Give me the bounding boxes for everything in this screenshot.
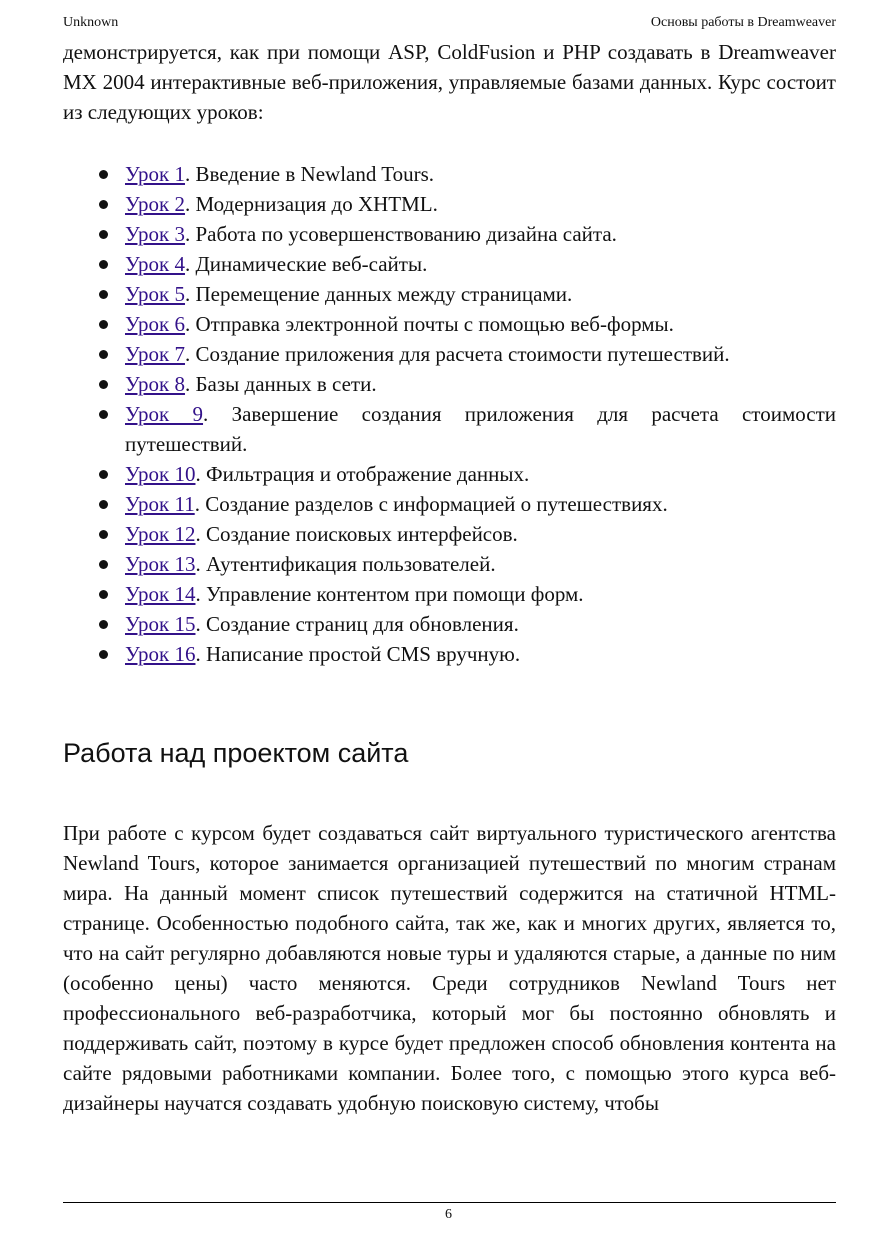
lesson-item xyxy=(125,309,836,339)
lesson-title: . Фильтрация и отображение данных. xyxy=(195,462,530,486)
lesson-item xyxy=(125,159,836,189)
header-right: Основы работы в Dreamweaver xyxy=(650,15,836,30)
lesson-title: . Аутентификация пользователей. xyxy=(195,552,496,576)
lesson-list xyxy=(63,159,836,669)
lesson-link[interactable]: Урок 13 xyxy=(125,552,196,576)
footer-divider xyxy=(63,1202,836,1203)
page-number: 6 xyxy=(445,1207,452,1222)
lesson-title: . Завершение создания приложения для расчета стоимости путешествий. xyxy=(125,402,836,456)
lesson-title: . Работа по усовершенствованию дизайна сайта. xyxy=(184,222,617,246)
lesson-title: . Введение в Newland Tours. xyxy=(184,162,435,186)
lesson-link[interactable]: Урок 4 xyxy=(125,252,185,276)
lesson-item xyxy=(125,339,836,369)
section-title: Работа над проектом сайта xyxy=(63,738,409,768)
lesson-item xyxy=(125,189,836,219)
lesson-item xyxy=(125,369,836,399)
lesson-item xyxy=(125,609,836,639)
lesson-item xyxy=(125,399,836,459)
lesson-link[interactable]: Урок 1 xyxy=(125,162,185,186)
lesson-title: . Базы данных в сети. xyxy=(184,372,377,396)
lesson-item xyxy=(125,519,836,549)
lesson-title: . Динамические веб-сайты. xyxy=(184,252,428,276)
lesson-item xyxy=(125,489,836,519)
lesson-link[interactable]: Урок 5 xyxy=(125,282,185,306)
lesson-link[interactable]: Урок 6 xyxy=(125,312,185,336)
lesson-item xyxy=(125,549,836,579)
lesson-link[interactable]: Урок 11 xyxy=(125,492,195,516)
lesson-item xyxy=(125,639,836,669)
lesson-link[interactable]: Урок 16 xyxy=(125,642,196,666)
lesson-title: . Перемещение данных между страницами. xyxy=(184,282,573,306)
lesson-title: . Создание разделов с информацией о путешествиях. xyxy=(194,492,668,516)
lesson-link[interactable]: Урок 12 xyxy=(125,522,196,546)
lesson-link[interactable]: Урок 8 xyxy=(125,372,185,396)
intro-paragraph: демонстрируется, как при помощи ASP, ColdFusion и PHP создавать в Dreamweaver MX 2004 интерактивные веб-приложения, управляемые базами данных. Курс состоит из следующих уроков: xyxy=(63,40,836,124)
lesson-link[interactable]: Урок 2 xyxy=(125,192,185,216)
lesson-title: . Создание поисковых интерфейсов. xyxy=(195,522,518,546)
lesson-item xyxy=(125,459,836,489)
header-left: Unknown xyxy=(63,15,119,30)
lesson-link[interactable]: Урок 15 xyxy=(125,612,196,636)
lesson-title: . Управление контентом при помощи форм. xyxy=(195,582,584,606)
lesson-title: . Написание простой CMS вручную. xyxy=(195,642,521,666)
lesson-item xyxy=(125,249,836,279)
lesson-title: . Создание страниц для обновления. xyxy=(195,612,519,636)
lesson-link[interactable]: Урок 7 xyxy=(125,342,185,366)
lesson-title: . Отправка электронной почты с помощью веб-формы. xyxy=(184,312,674,336)
lesson-item xyxy=(125,219,836,249)
lesson-link[interactable]: Урок 9 xyxy=(125,402,204,426)
lesson-title: . Создание приложения для расчета стоимости путешествий. xyxy=(184,342,730,366)
lesson-link[interactable]: Урок 14 xyxy=(125,582,196,606)
lesson-title: . Модернизация до XHTML. xyxy=(184,192,438,216)
body-paragraph: При работе с курсом будет создаваться сайт виртуального туристического агентства Newland Tours, которое занимается организацией путешествий по многим странам мира. На данный момент список путешествий содержится на статичной HTML-странице. Особенностью подобного сайта, так же, как и многих других, является то, что на сайт регулярно добавляются новые туры и удаляются старые, а данные по ним (особенно цены) часто меняются. Среди сотрудников Newland Tours нет профессионального веб-разработчика, который мог бы постоянно обновлять и поддерживать сайт, поэтому в курсе будет предложен способ обновления контента на сайте рядовыми работниками компании. Более того, с помощью этого курса веб-дизайнеры научатся создавать удобную поисковую систему, чтобы xyxy=(63,821,836,1115)
lesson-item xyxy=(125,579,836,609)
lesson-item xyxy=(125,279,836,309)
lesson-link[interactable]: Урок 10 xyxy=(125,462,196,486)
lesson-link[interactable]: Урок 3 xyxy=(125,222,185,246)
